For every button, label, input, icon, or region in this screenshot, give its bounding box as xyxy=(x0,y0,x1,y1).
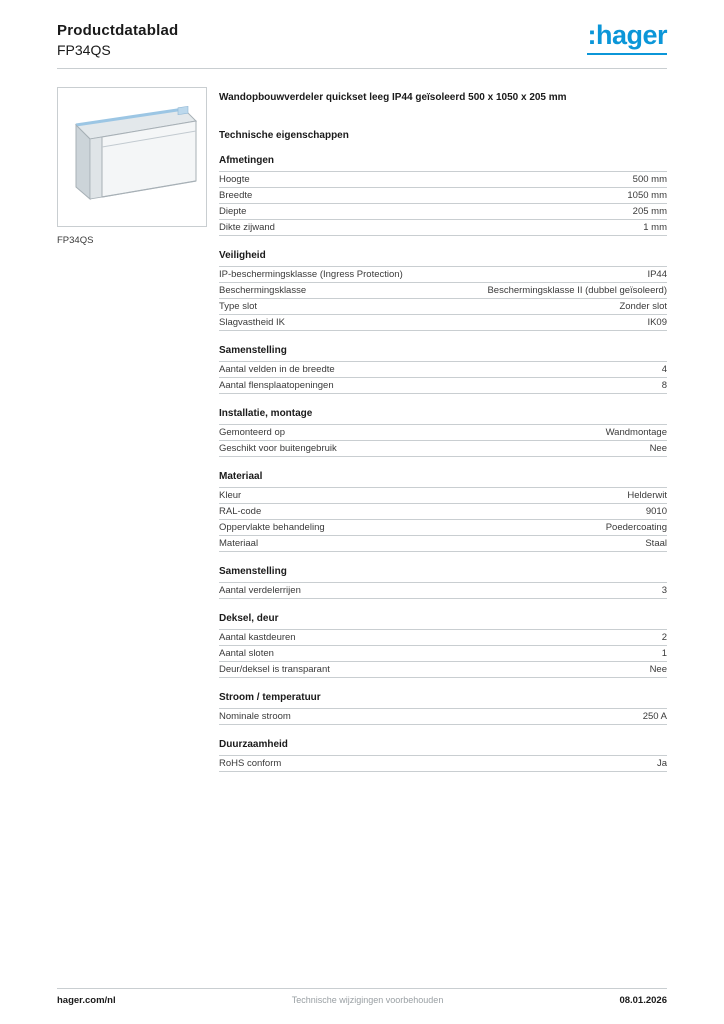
spec-section xyxy=(219,471,667,552)
spec-section xyxy=(219,155,667,236)
spec-section xyxy=(219,250,667,331)
spec-table xyxy=(219,171,667,236)
spec-label: Nominale stroom xyxy=(219,711,291,722)
product-reference: FP34QS xyxy=(57,42,111,58)
spec-value: Helderwit xyxy=(627,490,667,501)
spec-row xyxy=(219,362,667,378)
spec-label: Type slot xyxy=(219,301,258,312)
spec-label: IP-beschermingsklasse (Ingress Protection) xyxy=(219,269,403,280)
spec-value: 1050 mm xyxy=(627,190,667,201)
spec-value: 500 mm xyxy=(632,174,667,185)
spec-value: 250 A xyxy=(642,711,667,722)
spec-label: Aantal flensplaatopeningen xyxy=(219,380,334,391)
spec-section xyxy=(219,613,667,678)
spec-value: Poedercoating xyxy=(605,522,667,533)
spec-label: Beschermingsklasse xyxy=(219,285,307,296)
footer xyxy=(57,988,667,1006)
spec-label: Gemonteerd op xyxy=(219,427,286,438)
spec-label: Breedte xyxy=(219,190,253,201)
spec-row xyxy=(219,662,667,678)
spec-section xyxy=(219,692,667,725)
spec-section-heading: Deksel, deur xyxy=(219,613,279,624)
spec-table xyxy=(219,708,667,725)
spec-section-heading: Afmetingen xyxy=(219,155,274,166)
spec-section-heading: Samenstelling xyxy=(219,345,287,356)
spec-row xyxy=(219,630,667,646)
spec-row xyxy=(219,520,667,536)
spec-value: 4 xyxy=(661,364,667,375)
footer-disclaimer: Technische wijzigingen voorbehouden xyxy=(291,995,444,1005)
spec-row xyxy=(219,172,667,188)
spec-table xyxy=(219,629,667,678)
spec-row xyxy=(219,504,667,520)
spec-section xyxy=(219,345,667,394)
product-image xyxy=(57,87,207,227)
spec-section xyxy=(219,739,667,772)
product-image-caption: FP34QS xyxy=(57,235,94,246)
spec-value: 8 xyxy=(661,380,667,391)
spec-section-heading: Stroom / temperatuur xyxy=(219,692,321,703)
spec-label: Aantal verdelerrijen xyxy=(219,585,301,596)
footer-date: 08.01.2026 xyxy=(619,995,667,1006)
spec-row xyxy=(219,315,667,331)
main-content xyxy=(57,87,667,772)
spec-value: Beschermingsklasse II (dubbel geïsoleerd) xyxy=(487,285,667,296)
spec-section xyxy=(219,408,667,457)
spec-label: Slagvastheid IK xyxy=(219,317,286,328)
spec-section-heading: Materiaal xyxy=(219,471,263,482)
spec-section-heading: Installatie, montage xyxy=(219,408,313,419)
spec-section-heading: Veiligheid xyxy=(219,250,266,261)
footer-website-link[interactable]: hager.com/nl xyxy=(57,995,116,1006)
spec-value: Zonder slot xyxy=(619,301,667,312)
spec-row xyxy=(219,299,667,315)
spec-value: IK09 xyxy=(647,317,667,328)
spec-value: Nee xyxy=(649,664,667,675)
spec-label: Kleur xyxy=(219,490,242,501)
specs-heading: Technische eigenschappen xyxy=(219,130,349,141)
spec-value: 1 mm xyxy=(643,222,667,233)
spec-table xyxy=(219,582,667,599)
spec-table xyxy=(219,361,667,394)
spec-label: Aantal velden in de breedte xyxy=(219,364,335,375)
spec-row xyxy=(219,488,667,504)
spec-row xyxy=(219,583,667,599)
spec-row xyxy=(219,220,667,236)
spec-value: Wandmontage xyxy=(605,427,667,438)
spec-row xyxy=(219,646,667,662)
spec-label: Dikte zijwand xyxy=(219,222,275,233)
spec-value: 1 xyxy=(661,648,667,659)
spec-value: IP44 xyxy=(647,269,667,280)
spec-label: Diepte xyxy=(219,206,247,217)
spec-value: Staal xyxy=(645,538,667,549)
spec-table xyxy=(219,487,667,552)
spec-value: 9010 xyxy=(645,506,667,517)
spec-row xyxy=(219,709,667,725)
spec-label: Aantal kastdeuren xyxy=(219,632,296,643)
document-title: Productdatablad xyxy=(57,22,179,39)
spec-section-heading: Duurzaamheid xyxy=(219,739,288,750)
hager-logo: :hager xyxy=(587,22,667,55)
spec-row xyxy=(219,204,667,220)
spec-row xyxy=(219,283,667,299)
header xyxy=(57,22,667,69)
spec-table xyxy=(219,424,667,457)
spec-value: 2 xyxy=(661,632,667,643)
spec-label: Oppervlakte behandeling xyxy=(219,522,325,533)
spec-label: Aantal sloten xyxy=(219,648,274,659)
spec-label: Hoogte xyxy=(219,174,250,185)
spec-label: RoHS conform xyxy=(219,758,282,769)
spec-row xyxy=(219,425,667,441)
spec-label: Deur/deksel is transparant xyxy=(219,664,330,675)
spec-label: Geschikt voor buitengebruik xyxy=(219,443,337,454)
spec-table xyxy=(219,266,667,331)
spec-value: 3 xyxy=(661,585,667,596)
spec-row xyxy=(219,188,667,204)
right-column xyxy=(217,87,667,772)
spec-row xyxy=(219,441,667,457)
header-titles xyxy=(57,22,178,58)
spec-value: 205 mm xyxy=(632,206,667,217)
spec-row xyxy=(219,756,667,772)
spec-value: Nee xyxy=(649,443,667,454)
spec-label: Materiaal xyxy=(219,538,259,549)
spec-value: Ja xyxy=(656,758,667,769)
enclosure-drawing-icon xyxy=(62,95,202,219)
spec-sections xyxy=(219,155,667,772)
spec-table xyxy=(219,755,667,772)
spec-label: RAL-code xyxy=(219,506,262,517)
product-title: Wandopbouwverdeler quickset leeg IP44 geïsoleerd 500 x 1050 x 205 mm xyxy=(219,92,567,103)
spec-row xyxy=(219,536,667,552)
spec-section xyxy=(219,566,667,599)
left-column xyxy=(57,87,217,772)
spec-row xyxy=(219,267,667,283)
spec-section-heading: Samenstelling xyxy=(219,566,287,577)
spec-row xyxy=(219,378,667,394)
